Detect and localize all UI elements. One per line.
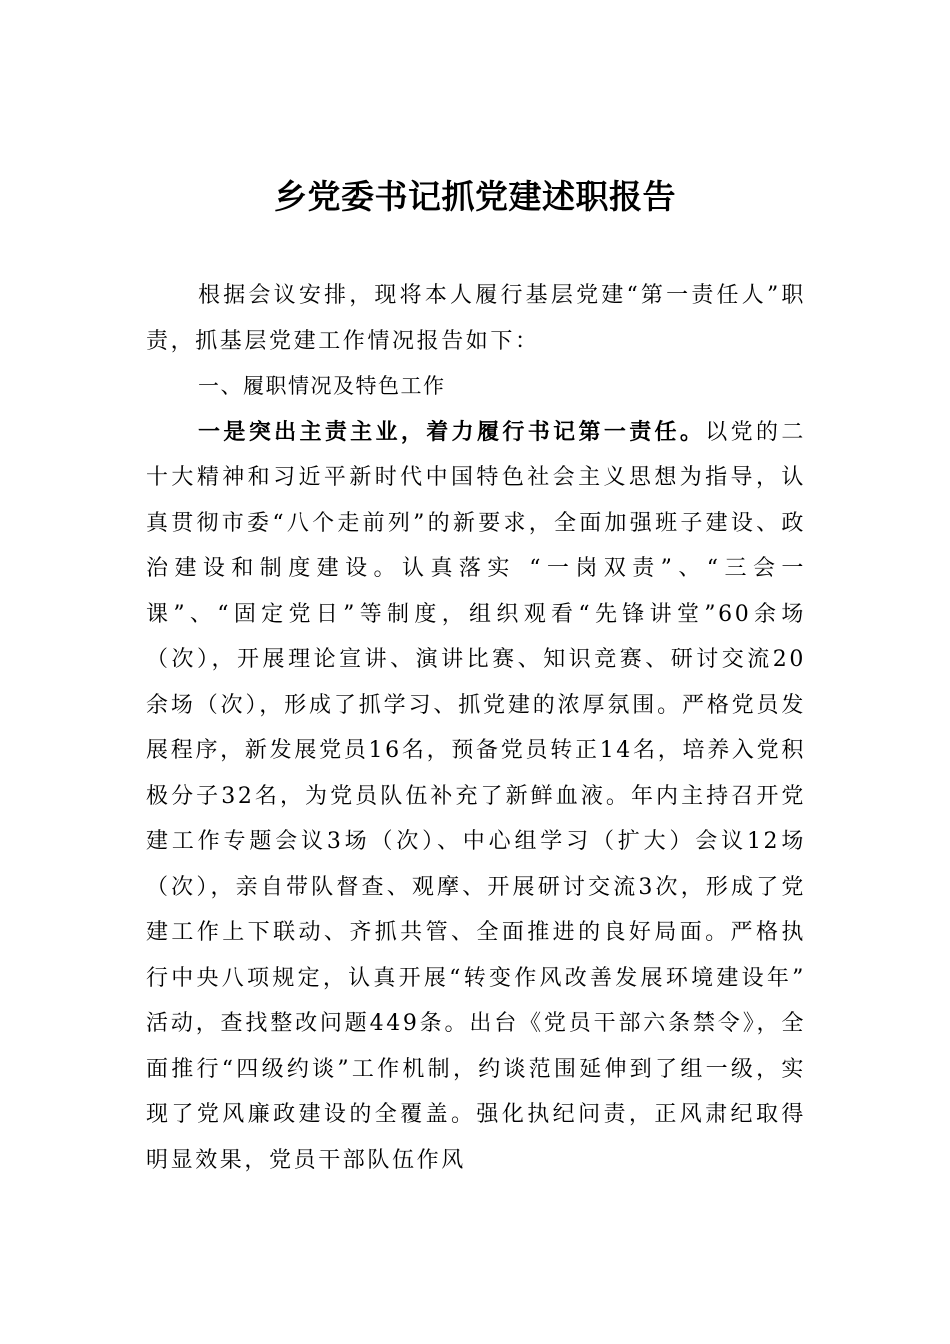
document-title: 乡党委书记抓党建述职报告 [274, 177, 676, 216]
paragraph-lead: 一是突出主责主业，着力履行书记第一责任。 [198, 418, 706, 445]
section-heading: 一、履职情况及特色工作 [198, 374, 446, 398]
body-paragraph [146, 410, 806, 1184]
document-body [146, 273, 806, 1183]
intro-paragraph: 根据会议安排，现将本人履行基层党建“第一责任人”职责，抓基层党建工作情况报告如下： [146, 283, 806, 354]
paragraph-text: 以党的二十大精神和习近平新时代中国特色社会主义思想为指导，认真贯彻市委“八个走前列”的新要求，全面加强班子建设、政治建设和制度建设。认真落实 “一岗双责”、“三会一课”、“固定党日”等制度，组织观看“先锋讲堂”60余场（次），开展理论宣讲、演讲比赛、知识竞赛、研讨交流20余场（次），形成了抓学习、抓党建的浓厚氛围。严格党员发展程序，新发展党员16名，预备党员转正14名，培养入党积极分子32名，为党员队伍补充了新鲜血液。年内主持召开党建工作专题会议3场（次）、中心组学习（扩大）会议12场（次），亲自带队督查、观摩、开展研讨交流3次，形成了党建工作上下联动、齐抓共管、全面推进的良好局面。严格执行中央八项规定，认真开展“转变作风改善发展环境建设年” 活动，查找整改问题449条。出台《党员干部六条禁令》，全面推行“四级约谈”工作机制，约谈范围延伸到了组一级，实现了党风廉政建设的全覆盖。强化执纪问责，正风肃纪取得明显效果，党员干部队伍作风 [146, 419, 806, 1173]
